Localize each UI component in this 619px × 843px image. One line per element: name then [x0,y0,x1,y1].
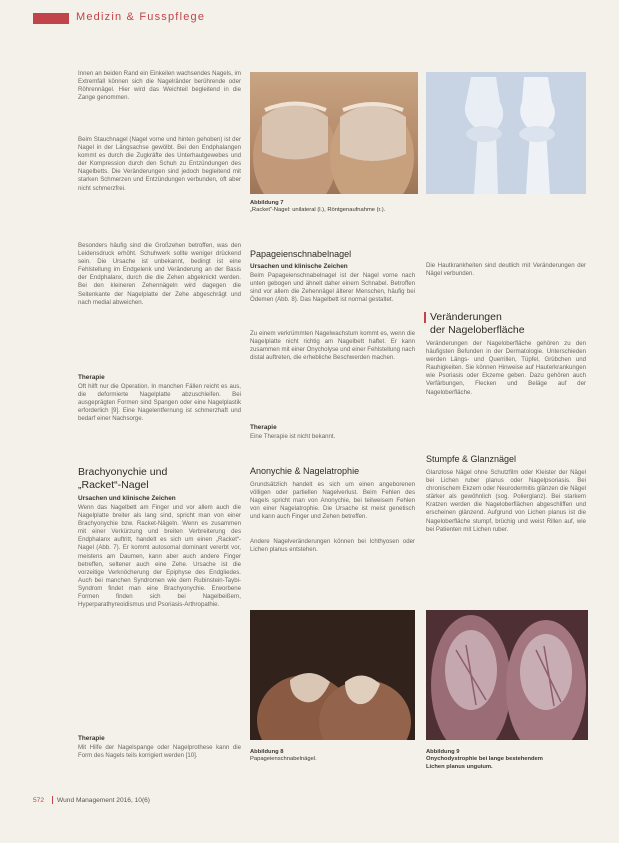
brachyonychie-subheading: Ursachen und klinische Zeichen [78,495,176,502]
figure-7-photo-racket-nail [250,72,418,194]
therapie-heading-3: Therapie [250,424,277,431]
figure-8-caption [250,749,415,764]
therapie-text-2: Mit Hilfe der Nagelspange oder Nagelprothese kann die Form des Nagels teils korrigiert werden [10]. [78,744,241,760]
veraenderungen-text: Veränderungen der Nageloberfläche gehören zu den häufigsten Befunden in der Dermatologie. Unterschieden werden Längs- und Querrillen, Tüpfel, Grübchen und Rauhigkeiten. Sie können Hinweise auf Hauterkrankungen wie Psoriasis oder Ekzeme geben. Dazu gehören auch Verfärbungen, Flecken und Beläge auf der Nageloberfläche. [426,340,586,396]
brachyonychie-text: Wenn das Nagelbett am Finger und vor allem auch die Nagelplatte breiter als lang sind, spricht man von einer Brachyonychie bzw. Racket-Nägeln. Wenn es zusammen mit einer Verkürzung und breiten Verbreiterung des Endphalanx auftritt, handelt es sich um einen „Racket“-Nagel (Abb. 7). Er kommt autosomal dominant vererbt vor, meistens am Daumen, kann aber auch andere Finger betreffen, seltener auch eine Zehe. Ursache ist die vorzeitige Verknöcherung der Epiphyse des Endgliedes. Auch bei manchen Syndromen wie dem Rubinstein-Taybi-Syndrom findet man eine Brachyonychie. Erworbene Formen finden sich bei Nagelbeißern, Hyperparathyreoidismus und Psoriasis-Arthropathie. [78,504,241,609]
papageienschnabel-text-2: Zu einem verkrümmten Nagelwachstum kommt es, wenn die Nagelplatte nicht richtig am Nagelbett haftet. Er kann zusammen mit einer Onycholyse und einer Fehlstellung nach distal auftreten, die erhebliche Beschwerden machen. [250,330,415,362]
figure-9-caption-title: Abbildung 9 [426,749,460,755]
papageienschnabel-title: Papageienschnabelnagel [250,249,352,259]
figure-9-photo-lichen-planus [426,610,588,740]
right-intro-text: Die Hautkrankheiten sind deutlich mit Veränderungen der Nägel verbunden. [426,262,586,278]
left-paragraph-3: Besonders häufig sind die Großzehen betroffen, was den Leidensdruck erhöht. Schuhwerk sollte weniger drückend sein. Die Ursache ist unbekannt, bedingt ist eine Fehlstellung im Endgelenk und Veränderung an der Basis der Endphalanx, durch die die Zehen abgeknickt werden. Bei den kleineren Zehennägeln wird dagegen die Seitenkante der Nagelplatte der Zehe abgeschrägt und nach medial abweichen. [78,242,241,306]
papageienschnabel-subheading: Ursachen und klinische Zeichen [250,263,348,270]
brachyonychie-title-2: „Racket“-Nagel [78,479,149,491]
header-accent-bar [33,13,69,24]
brachyonychie-title-1: Brachyonychie und [78,466,168,478]
veraenderungen-title-1: Veränderungen [430,311,502,323]
anonychie-title: Anonychie & Nagelatrophie [250,466,360,476]
figure-7-xray [426,72,586,194]
papageienschnabel-text: Beim Papageienschnabelnagel ist der Nagel vorne nach unten gebogen und ähnelt daher einem Schnabel. Betroffen sind vor allem die Zehennägel älterer Menschen, häufig bei Ödemen (Abb. 8). Das Nagelbett ist normal gestaltet. [250,272,415,304]
figure-9-caption-text-1: Onychodystrophie bei lange bestehendem [426,756,543,763]
section-header: Medizin & Fusspflege [76,11,206,23]
figure-8-caption-title: Abbildung 8 [250,749,284,755]
anonychie-text-2: Andere Nagelveränderungen können bei Ichthyosen oder Lichen planus entstehen. [250,538,415,554]
figure-7-caption [250,200,586,215]
figure-9-caption-text-2: Lichen planus unguium. [426,763,493,770]
left-paragraph-1: Innen an beiden Rand ein Einkeilen wachsendes Nagels, im Extremfall können sich die Nagelränder berührende oder Röhrennägel. Hier wird das Weichteil begleitend in die Zange genommen. [78,70,241,102]
therapie-heading-2: Therapie [78,735,105,742]
left-paragraph-2: Beim Stauchnagel (Nagel vorne und hinten gehoben) ist der Nagel in der Längsachse gewölbt. Bei den Endphalangen kommt es durch die Zugkräfte des Unterhautgewebes und der Kompression durch den Schuh zu Entzündungen des Nagelbetts. Die Veränderungen sind jedoch begleitend mit starken Schmerzen und Entzündungen verbunden, oft aber nicht schmerzfrei. [78,136,241,192]
figure-8-photo-parrot-beak-nails [250,610,415,740]
page-footer [33,796,150,804]
stumpfe-glanznaegel-text: Glanzlose Nägel ohne Schutzfilm oder Kleister der Nägel bei Lichen ruber planus oder Nagelpsoriasis. Bei chronischem Ekzem oder Neurodermitis glänzen die Nägel stärker als gewöhnlich (sog. Polierglanz). Bei starkem Kratzen werden die Nageloberflächen abgeschliffen und erscheinen glänzend. Aufgrund von Lichen planus ist die Nageloberfläche stumpf, brüchig und weist Rillen auf, wie bei Patienten mit Lichen ruber. [426,469,586,533]
stumpfe-glanznaegel-title: Stumpfe & Glanznägel [426,454,517,464]
figure-8-caption-text: Papageienschnabelnägel. [250,756,317,763]
figure-9-caption [426,749,588,771]
therapie-text-3: Eine Therapie ist nicht bekannt. [250,433,336,440]
veraenderungen-title-2: der Nageloberfläche [430,324,525,336]
therapie-heading-1: Therapie [78,374,105,381]
footer-divider [52,796,53,804]
figure-7-caption-title: Abbildung 7 [250,200,284,206]
page-number: 572 [33,796,45,804]
anonychie-text: Grundsätzlich handelt es sich um einen angeborenen völligen oder partiellen Nagelverlust. Beim Fehlen des Nagels spricht man von Anonychie, bei teilweisem Fehlen von einer Nagelatrophie. Die Ursache ist meist genetisch und kann auch Finger und Zehen betreffen. [250,481,415,521]
figure-7-caption-text: „Racket“-Nagel: unilateral (l.), Röntgenaufnahme (r.). [250,207,386,214]
veraenderungen-accent-bar [424,312,426,323]
journal-reference: Wund Management 2016, 10(6) [57,796,150,804]
therapie-text-1: Oft hilft nur die Operation. In manchen Fällen reicht es aus, die deformierte Nagelplatte abzuschleifen. Bei ausgeprägten Formen sind Spangen oder eine Nagelplastik erforderlich [9]. Eine Nagelentfernung ist schmerzhaft und bedarf einer Nachsorge. [78,383,241,423]
